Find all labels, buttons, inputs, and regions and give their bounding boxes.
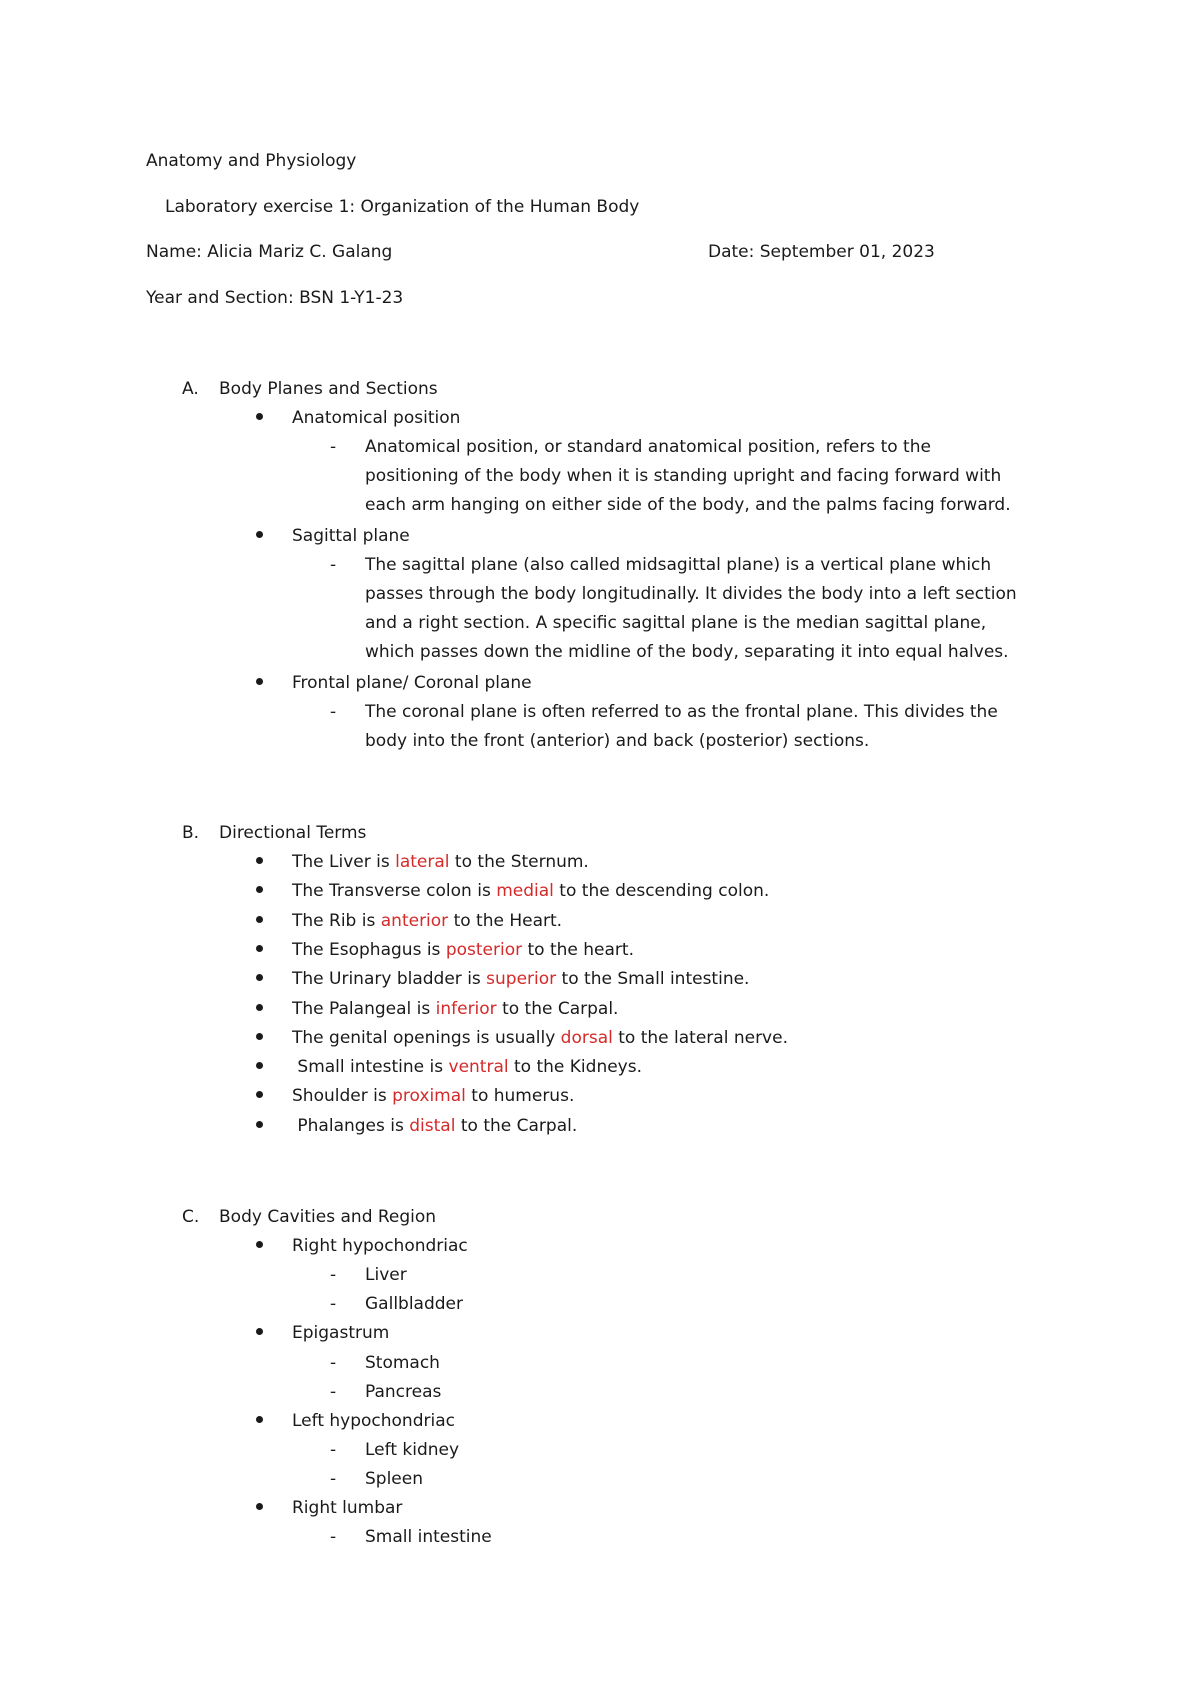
plane-description-line: each arm hanging on either side of the body, and the palms facing forward. [365, 495, 1011, 515]
bullet-icon [256, 857, 263, 864]
bullet-icon [256, 1004, 263, 1011]
statement-reference: to the Small intestine. [556, 969, 750, 989]
statement-subject: Small intestine is [292, 1057, 449, 1077]
organ-item: Stomach [365, 1353, 440, 1373]
region-label: Left hypochondriac [292, 1411, 455, 1431]
directional-statement [292, 1115, 577, 1137]
organ-item: Spleen [365, 1469, 423, 1489]
dash-icon: - [330, 702, 337, 722]
plane-description-line: The coronal plane is often referred to as the frontal plane. This divides the [365, 702, 998, 722]
section-a-title: Body Planes and Sections [219, 379, 438, 399]
statement-reference: to the descending colon. [553, 881, 770, 901]
plane-description-line: passes through the body longitudinally. It divides the body into a left section [365, 584, 1017, 604]
organ-item: Small intestine [365, 1527, 492, 1547]
dash-icon: - [330, 555, 337, 575]
dash-icon: - [330, 1440, 337, 1460]
statement-subject: Phalanges is [292, 1116, 410, 1136]
section-b-marker: B. [182, 823, 200, 843]
directional-statement [292, 968, 749, 990]
bullet-icon [256, 916, 263, 923]
statement-reference: to the Kidneys. [508, 1057, 643, 1077]
directional-term: ventral [448, 1057, 509, 1077]
directional-statement [292, 998, 618, 1020]
dash-icon: - [330, 1382, 337, 1402]
bullet-icon [256, 1328, 263, 1335]
statement-reference: to the Carpal. [496, 999, 619, 1019]
statement-subject: The Palangeal is [292, 999, 436, 1019]
directional-term: dorsal [560, 1028, 613, 1048]
statement-subject: Shoulder is [292, 1086, 393, 1106]
organ-item: Pancreas [365, 1382, 442, 1402]
bullet-icon [256, 1121, 263, 1128]
organ-item: Liver [365, 1265, 407, 1285]
plane-description-line: Anatomical position, or standard anatomical position, refers to the [365, 437, 931, 457]
statement-reference: to the Heart. [448, 911, 563, 931]
dash-icon: - [330, 1469, 337, 1489]
bullet-icon [256, 974, 263, 981]
statement-subject: The genital openings is usually [292, 1028, 561, 1048]
organ-item: Left kidney [365, 1440, 460, 1460]
statement-subject: The Transverse colon is [292, 881, 497, 901]
statement-reference: to the heart. [522, 940, 634, 960]
section-c-title: Body Cavities and Region [219, 1207, 437, 1227]
dash-icon: - [330, 1294, 337, 1314]
statement-subject: The Rib is [292, 911, 381, 931]
statement-subject: The Liver is [292, 852, 396, 872]
directional-statement [292, 1056, 642, 1078]
directional-term: posterior [445, 940, 523, 960]
plane-description-line: body into the front (anterior) and back (posterior) sections. [365, 731, 870, 751]
dash-icon: - [330, 1527, 337, 1547]
bullet-icon [256, 1062, 263, 1069]
directional-statement [292, 851, 589, 873]
directional-statement [292, 880, 769, 902]
student-name: Name: Alicia Mariz C. Galang [146, 242, 393, 262]
directional-statement [292, 939, 634, 961]
section-b-title: Directional Terms [219, 823, 367, 843]
bullet-icon [256, 1033, 263, 1040]
statement-subject: The Urinary bladder is [292, 969, 487, 989]
directional-term: distal [409, 1116, 456, 1136]
directional-term: proximal [392, 1086, 466, 1106]
bullet-icon [256, 1091, 263, 1098]
dash-icon: - [330, 1353, 337, 1373]
region-label: Epigastrum [292, 1323, 390, 1343]
exercise-title: Laboratory exercise 1: Organization of the Human Body [165, 197, 640, 217]
directional-term: medial [496, 881, 554, 901]
plane-label: Frontal plane/ Coronal plane [292, 673, 532, 693]
dash-icon: - [330, 1265, 337, 1285]
statement-reference: to the lateral nerve. [612, 1028, 788, 1048]
bullet-icon [256, 945, 263, 952]
section-c-marker: C. [182, 1207, 200, 1227]
directional-term: superior [486, 969, 557, 989]
course-title: Anatomy and Physiology [146, 151, 357, 171]
bullet-icon [256, 1416, 263, 1423]
bullet-icon [256, 531, 263, 538]
year-section: Year and Section: BSN 1-Y1-23 [146, 288, 404, 308]
bullet-icon [256, 1503, 263, 1510]
statement-reference: to the Carpal. [455, 1116, 578, 1136]
directional-statement [292, 1085, 574, 1107]
directional-term: inferior [435, 999, 497, 1019]
plane-description-line: and a right section. A specific sagittal plane is the median sagittal plane, [365, 613, 987, 633]
bullet-icon [256, 1241, 263, 1248]
bullet-icon [256, 413, 263, 420]
plane-description-line: which passes down the midline of the body, separating it into equal halves. [365, 642, 1009, 662]
statement-reference: to humerus. [465, 1086, 575, 1106]
plane-label: Sagittal plane [292, 526, 410, 546]
section-a-marker: A. [182, 379, 199, 399]
plane-label: Anatomical position [292, 408, 461, 428]
bullet-icon [256, 886, 263, 893]
exercise-date: Date: September 01, 2023 [708, 242, 935, 262]
region-label: Right hypochondriac [292, 1236, 468, 1256]
directional-term: lateral [395, 852, 450, 872]
bullet-icon [256, 678, 263, 685]
directional-statement [292, 910, 562, 932]
plane-description-line: positioning of the body when it is standing upright and facing forward with [365, 466, 1002, 486]
dash-icon: - [330, 437, 337, 457]
region-label: Right lumbar [292, 1498, 403, 1518]
plane-description-line: The sagittal plane (also called midsagittal plane) is a vertical plane which [365, 555, 992, 575]
organ-item: Gallbladder [365, 1294, 463, 1314]
directional-term: anterior [380, 911, 449, 931]
directional-statement [292, 1027, 788, 1049]
statement-reference: to the Sternum. [449, 852, 589, 872]
statement-subject: The Esophagus is [292, 940, 446, 960]
